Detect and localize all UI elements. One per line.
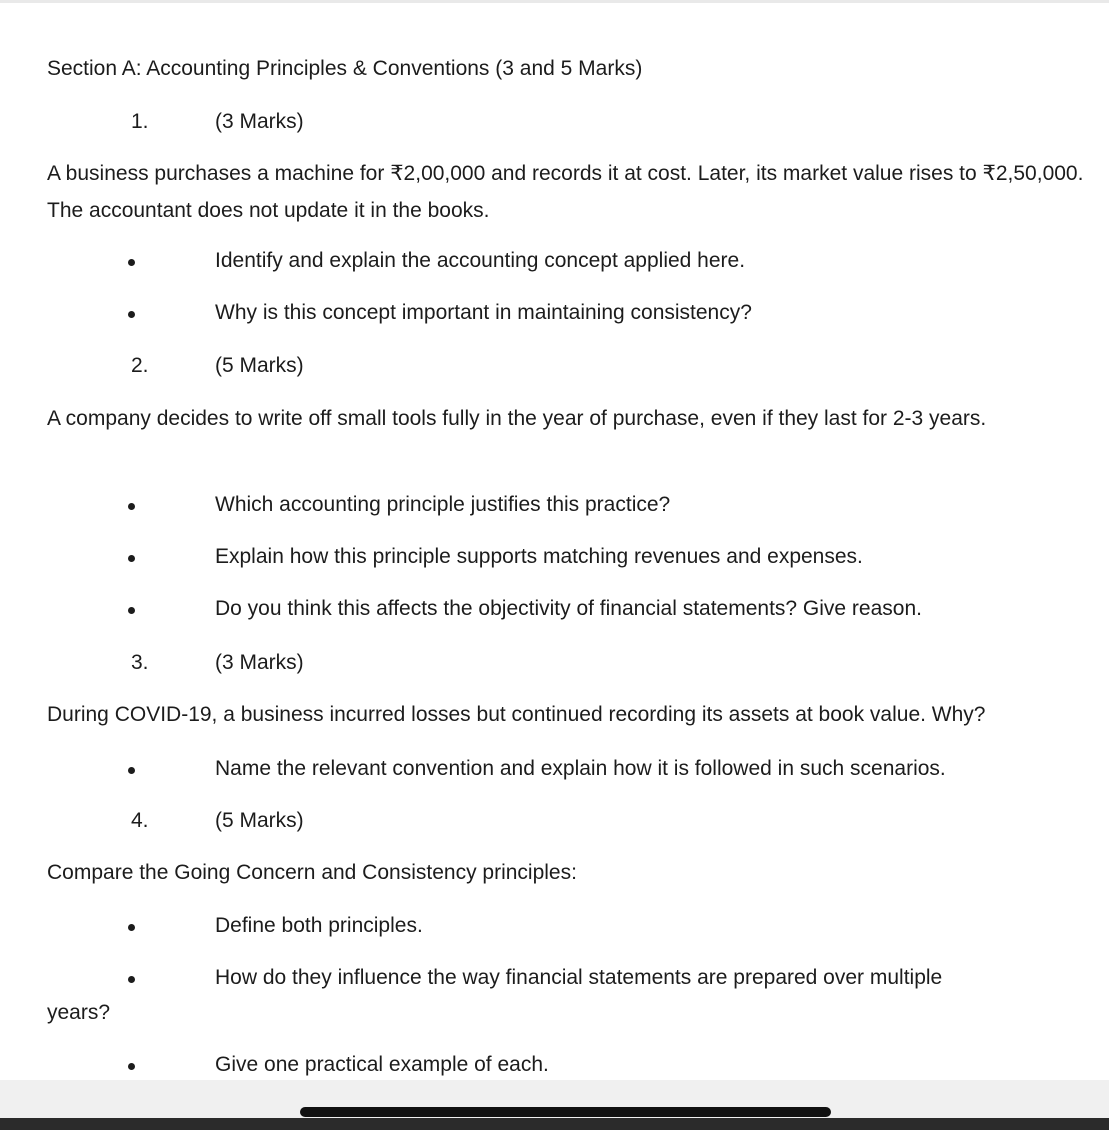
question-marks: (5 Marks) bbox=[215, 354, 304, 377]
question-marks: (3 Marks) bbox=[215, 651, 304, 674]
question-scenario: During COVID-19, a business incurred losses but continued recording its assets at book value. Why? bbox=[47, 703, 986, 726]
bullet-icon bbox=[128, 767, 135, 774]
question-bullet: How do they influence the way financial statements are prepared over multiple bbox=[215, 966, 943, 989]
bullet-icon bbox=[128, 555, 135, 562]
question-scenario: A company decides to write off small tools fully in the year of purchase, even if they last for 2-3 years. bbox=[47, 407, 987, 430]
question-bullet: Which accounting principle justifies this practice? bbox=[215, 493, 671, 516]
question-bullet: Identify and explain the accounting concept applied here. bbox=[215, 249, 746, 272]
question-bullet: Give one practical example of each. bbox=[215, 1053, 549, 1076]
question-bullet: Name the relevant convention and explain how it is followed in such scenarios. bbox=[215, 757, 946, 780]
home-indicator[interactable] bbox=[300, 1107, 831, 1117]
bullet-icon bbox=[128, 607, 135, 614]
section-title: Section A: Accounting Principles & Conventions (3 and 5 Marks) bbox=[47, 57, 643, 80]
question-bullet: Why is this concept important in maintaining consistency? bbox=[215, 301, 752, 324]
question-number: 3. bbox=[131, 651, 149, 674]
bullet-icon bbox=[128, 503, 135, 510]
question-bullet: Define both principles. bbox=[215, 914, 423, 937]
question-number: 2. bbox=[131, 354, 149, 377]
bullet-icon bbox=[128, 311, 135, 318]
bullet-icon bbox=[128, 1063, 135, 1070]
bullet-icon bbox=[128, 976, 135, 983]
question-bullet: Explain how this principle supports matching revenues and expenses. bbox=[215, 545, 863, 568]
question-scenario: A business purchases a machine for ₹2,00,000 and records it at cost. Later, its market value rises to ₹2,50,000. The accountant does not update it in the books. bbox=[47, 162, 1084, 222]
bullet-wrap-text: years? bbox=[47, 1001, 111, 1024]
bullet-icon bbox=[128, 924, 135, 931]
question-marks: (5 Marks) bbox=[215, 809, 304, 832]
question-marks: (3 Marks) bbox=[215, 110, 304, 133]
question-bullet: Do you think this affects the objectivity of financial statements? Give reason. bbox=[215, 597, 922, 620]
system-nav-bar bbox=[0, 1118, 1109, 1130]
question-number: 4. bbox=[131, 809, 149, 832]
question-scenario: Compare the Going Concern and Consistency principles: bbox=[47, 861, 577, 884]
bullet-icon bbox=[128, 259, 135, 266]
question-number: 1. bbox=[131, 110, 149, 133]
